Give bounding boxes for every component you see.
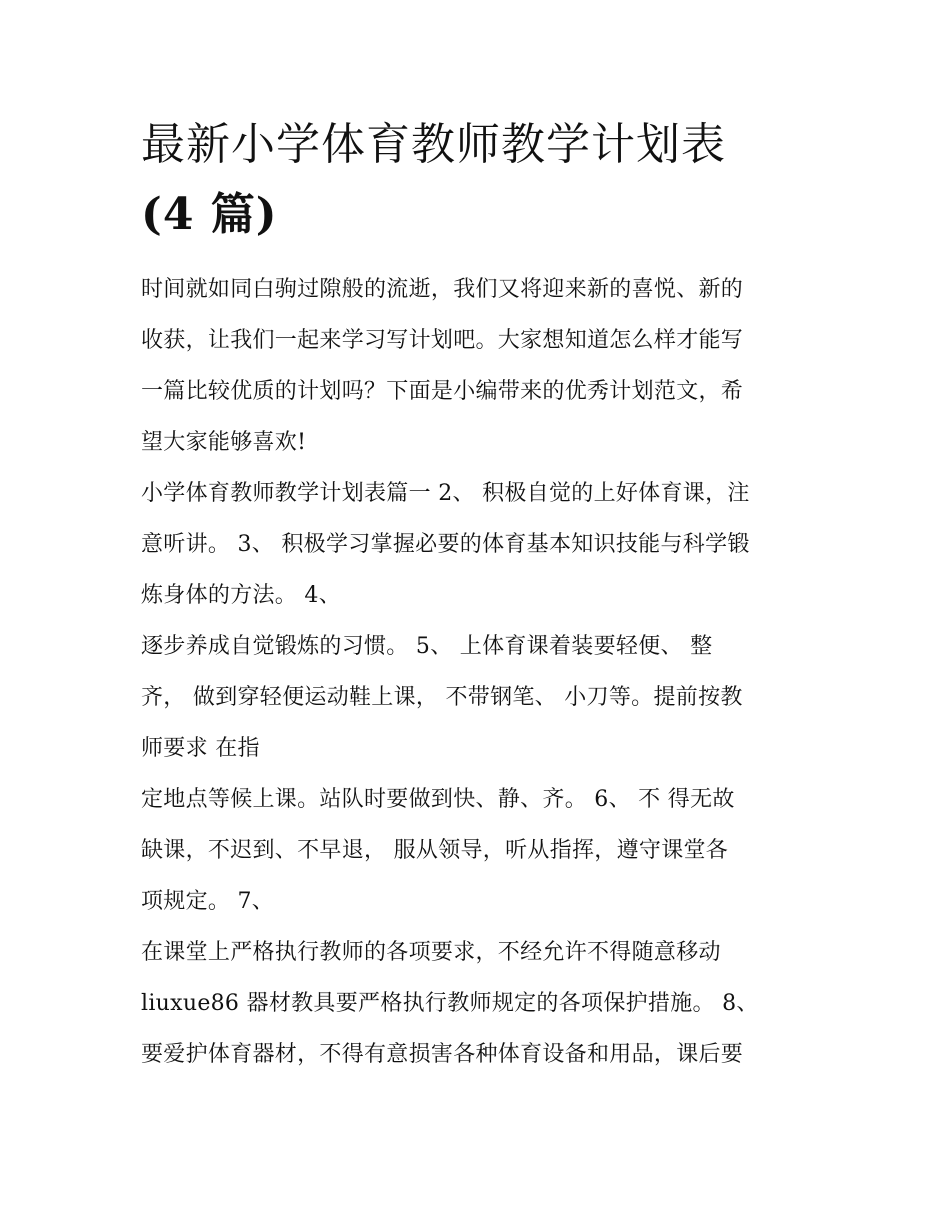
paragraph-rule-7 [141, 927, 821, 1080]
text-line: 一篇比较优质的计划吗？下面是小编带来的优秀计划范文，希 [141, 379, 744, 404]
text-line: liuxue86 器材教具要严格执行教师规定的各项保护措施。 8、 [141, 991, 759, 1016]
text-line: 逐步养成自觉锻炼的习惯。 5、 上体育课着装要轻便、 整 [141, 634, 713, 659]
text-line: 师要求 在指 [141, 736, 260, 761]
document-body [141, 264, 821, 1080]
text-line: 定地点等候上课。站队时要做到快、静、齐。 6、 不 得无故 [141, 787, 735, 812]
text-line: 时间就如同白驹过隙般的流逝，我们又将迎来新的喜悦、新的 [141, 277, 744, 302]
document-page [141, 110, 821, 1080]
text-line: 要爱护体育器材，不得有意损害各种体育设备和用品，课后要 [141, 1042, 744, 1067]
text-line: 在课堂上严格执行教师的各项要求，不经允许不得随意移动 [141, 940, 721, 965]
paragraph-rule-6 [141, 774, 821, 927]
text-line: 缺课，不迟到、不早退， 服从领导，听从指挥，遵守课堂各 [141, 838, 729, 863]
text-line: 收获，让我们一起来学习写计划吧。大家想知道怎么样才能写 [141, 328, 744, 353]
text-line: 齐， 做到穿轻便运动鞋上课， 不带钢笔、 小刀等。提前按教 [141, 685, 743, 710]
title-line: 最新小学体育教师教学计划表 [141, 119, 726, 170]
text-line: 小学体育教师教学计划表篇一 2、 积极自觉的上好体育课，注 [141, 481, 750, 506]
document-title [141, 110, 821, 250]
text-line: 项规定。 7、 [141, 889, 275, 914]
paragraph-rule-5 [141, 621, 821, 774]
text-line: 望大家能够喜欢! [141, 430, 307, 455]
paragraph-section-1 [141, 468, 821, 621]
paragraph-intro [141, 264, 821, 468]
title-line: (4 篇) [141, 189, 278, 240]
text-line: 意听讲。 3、 积极学习掌握必要的体育基本知识技能与科学锻 [141, 532, 750, 557]
text-line: 炼身体的方法。 4、 [141, 583, 341, 608]
